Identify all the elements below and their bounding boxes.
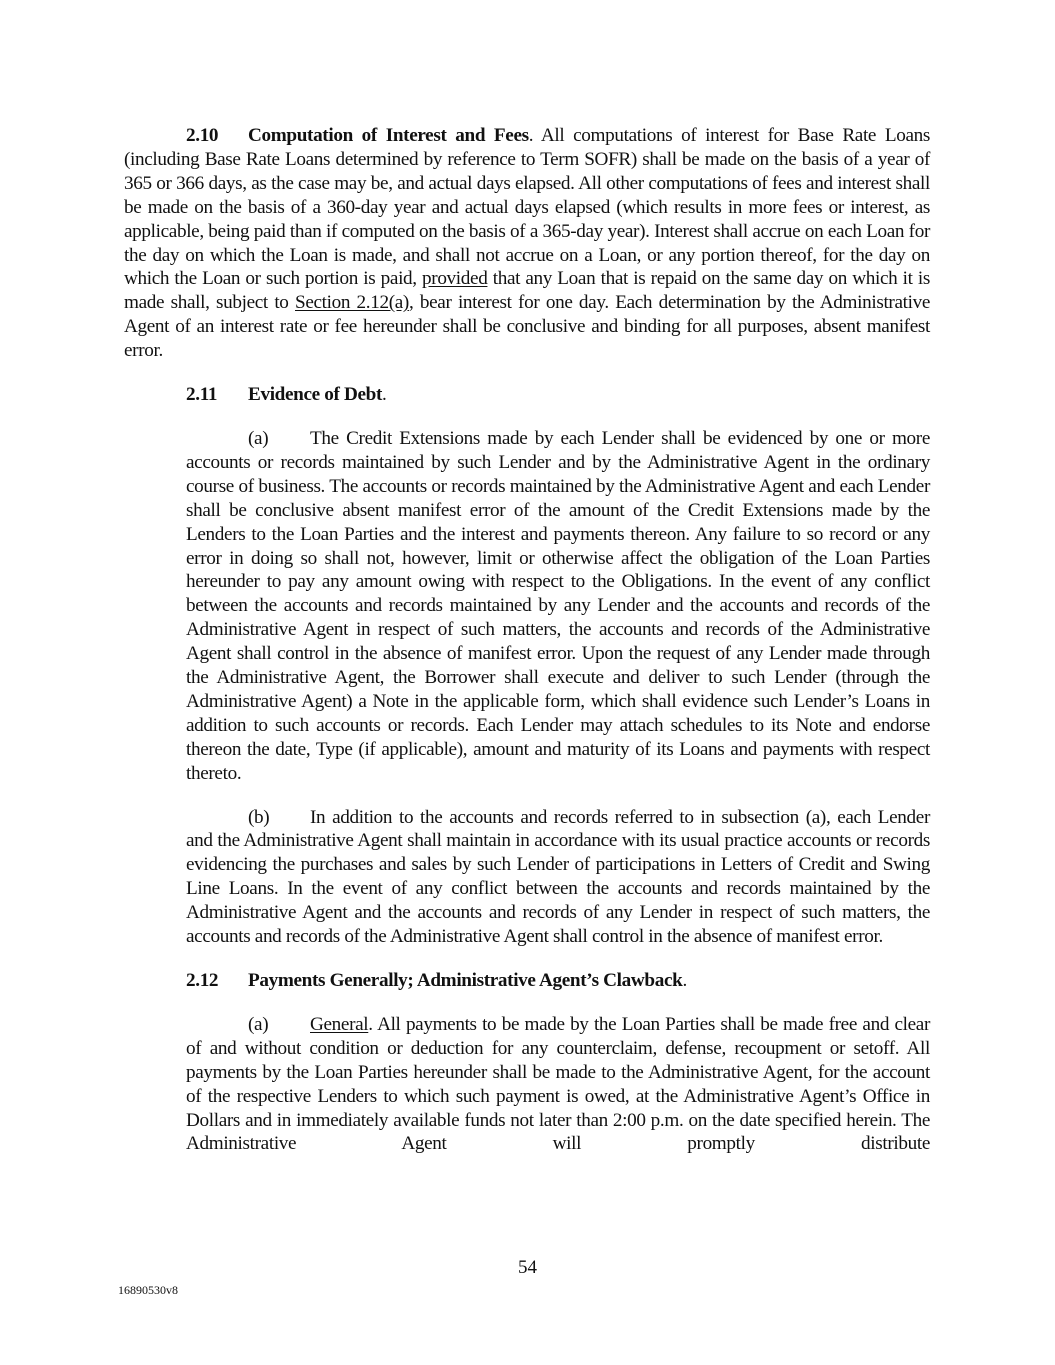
section-2-11-a-paragraph <box>186 427 930 786</box>
section-2-11-title-end: . <box>382 384 387 406</box>
section-2-12-number: 2.12 <box>186 970 219 991</box>
section-2-11-number: 2.11 <box>186 384 218 406</box>
section-2-12-a-text: . All payments to be made by the Loan Parties shall be made free and clear of and without condition or deduction for any counterclaim, defense, recoupment or setoff. All payments by the Loan Parties hereunder shall be made to the Administrative Agent, for the account of the respective Lenders to which such payment is owed, at the Administrative Agent’s Office in Dollars and in immediately available funds not later than 2:00 p.m. on the date specified herein. The Administrative Agent will promptly distribute <box>186 1013 930 1155</box>
section-2-12-a-label: (a) <box>248 1013 269 1035</box>
section-2-12-heading <box>186 969 930 993</box>
section-2-11-b-paragraph <box>186 806 930 949</box>
section-2-12-a-heading: General <box>310 1013 369 1035</box>
section-2-11-a-label: (a) <box>248 427 269 449</box>
section-2-12-title-end: . <box>682 970 687 991</box>
section-2-11-a-text: The Credit Extensions made by each Lender shall be evidenced by one or more accounts or records maintained by such Lender and by the Administrative Agent in the ordinary course of business. The accounts or records maintained by the Administrative Agent and each Lender shall be conclusive absent manifest error of the amount of the Credit Extensions made by the Lenders to the Loan Parties and the interest and payments thereon. Any failure to so record or any error in doing so shall not, however, limit or otherwise affect the obligation of the Loan Parties hereunder to pay any amount owing with respect to the Obligations. In the event of any conflict between the accounts and records maintained by any Lender and the accounts and records of the Administrative Agent in respect of such matters, the accounts and records of the Administrative Agent shall control in the absence of manifest error. Upon the request of any Lender made through the Administrative Agent, the Borrower shall execute and deliver to such Lender (through the Administrative Agent) a Note in the applicable form, which shall evidence such Lender’s Loans in addition to such accounts or records. Each Lender may attach schedules to its Note and endorse thereon the date, Type (if applicable), amount and maturity of its Loans and payments with respect thereto. <box>186 427 930 784</box>
section-2-11-title: Evidence of Debt <box>248 384 383 406</box>
document-id: 16890530v8 <box>118 1283 178 1297</box>
section-2-11-b-label: (b) <box>248 806 270 828</box>
page-number: 54 <box>518 1257 537 1278</box>
section-2-10-title: Computation of Interest and Fees <box>248 125 529 146</box>
document-page <box>124 124 930 1156</box>
section-2-10-number: 2.10 <box>186 125 219 146</box>
section-2-10-text-2: that any Loan that is repaid on the same day on which it is made shall, subject to <box>124 268 930 314</box>
section-2-12-title: Payments Generally; Administrative Agent’s Clawback <box>248 970 683 991</box>
provided-term: provided <box>422 268 488 290</box>
section-2-10-text-3: , bear interest for one day. Each determination by the Administrative Agent of an interest rate or fee hereunder shall be conclusive and binding for all purposes, absent manifest error. <box>124 292 930 362</box>
section-2-11-heading <box>186 383 930 407</box>
section-2-12-a-paragraph <box>186 1013 930 1156</box>
section-2-12a-reference[interactable]: Section 2.12(a) <box>295 292 409 314</box>
section-2-10-paragraph <box>124 124 930 363</box>
section-2-10-text-1: . All computations of interest for Base Rate Loans (including Base Rate Loans determined by reference to Term SOFR) shall be made on the basis of a year of 365 or 366 days, as the case may be, and actual days elapsed. All other computations of fees and interest shall be made on the basis of a 360-day year and actual days elapsed (which results in more fees or interest, as applicable, being paid than if computed on the basis of a 365-day year). Interest shall accrue on each Loan for the day on which the Loan is made, and shall not accrue on a Loan, or any portion thereof, for the day on which the Loan or such portion is paid, <box>124 125 931 290</box>
section-2-11-b-text: In addition to the accounts and records referred to in subsection (a), each Lender and the Administrative Agent shall maintain in accordance with its usual practice accounts or records evidencing the purchases and sales by such Lender of participations in Letters of Credit and Swing Line Loans. In the event of any conflict between the accounts and records maintained by the Administrative Agent and the accounts and records of any Lender in respect of such matters, the accounts and records of the Administrative Agent shall control in the absence of manifest error. <box>186 806 930 948</box>
